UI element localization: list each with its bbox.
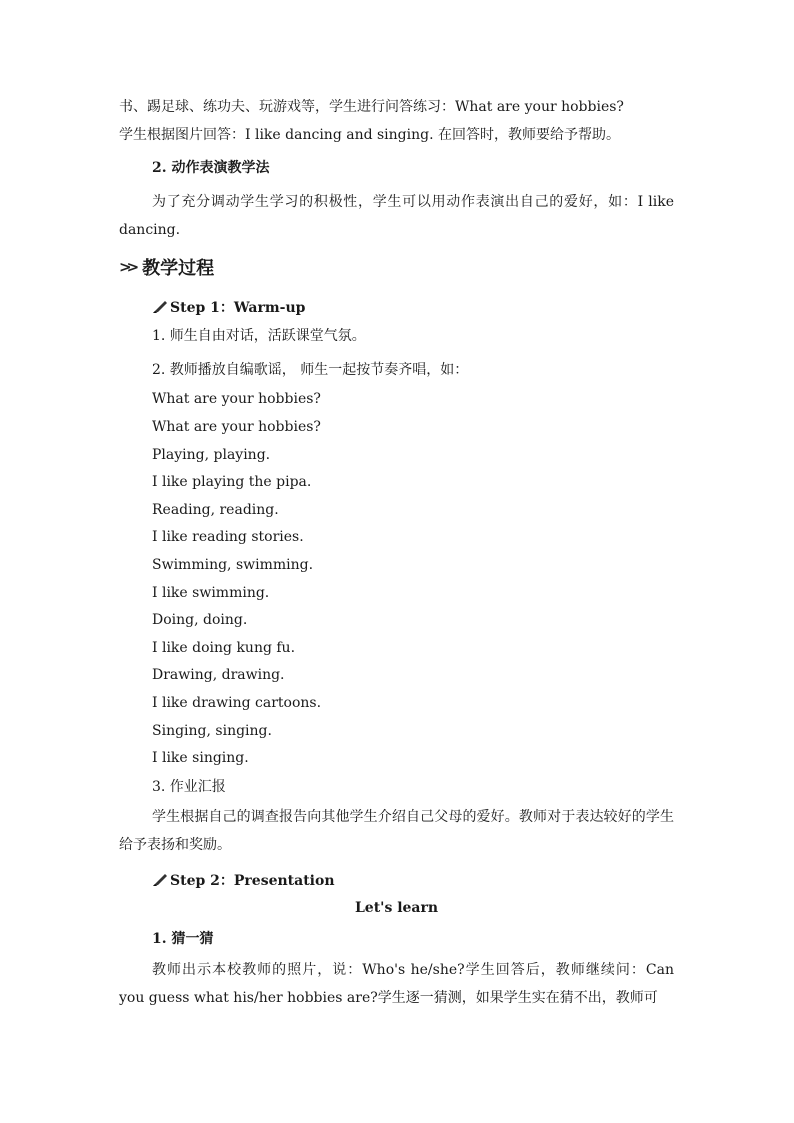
chant-line: I like drawing cartoons. (152, 695, 322, 711)
step1-item2: 2. 教师播放自编歌谣， 师生一起按节奏齐唱，如： (152, 362, 469, 378)
step1-title: Step 1：Warm-up (170, 300, 306, 316)
step1-item3: 3. 作业汇报 (152, 779, 226, 795)
chant-line: What are your hobbies? (152, 391, 321, 407)
section-title: 教学过程 (142, 258, 215, 279)
step2-heading (152, 870, 335, 890)
step1-item3-body: 学生根据自己的调查报告向其他学生介绍自己父母的爱好。教师对于表达较好的学生给予表扬和奖励。 (119, 809, 674, 853)
step1-heading (152, 297, 305, 317)
chant-line: I like playing the pipa. (152, 474, 312, 490)
chant-line: Playing, playing. (152, 447, 271, 463)
method2-body: 为了充分调动学生学习的积极性，学生可以用动作表演出自己的爱好，如：I like dancing. (119, 194, 674, 238)
step2-title: Step 2：Presentation (170, 873, 335, 889)
method2-title: 2. 动作表演教学法 (152, 160, 270, 176)
chant-line: Drawing, drawing. (152, 667, 285, 683)
step2-item1-body: 教师出示本校教师的照片，说：Who's he/she?学生回答后，教师继续问：Can you guess what his/her hobbies are?学生逐一猜测，如果学生实在猜不出，教师可 (119, 962, 674, 1006)
double-chevron-icon: >> (119, 258, 135, 276)
step2-item1: 1. 猜一猜 (152, 931, 214, 947)
pencil-icon (152, 873, 168, 887)
chant-line: I like singing. (152, 750, 249, 766)
chant-line: Doing, doing. (152, 612, 248, 628)
top-paragraph-line2: 学生根据图片回答：I like dancing and singing. 在回答时，教师要给予帮助。 (119, 127, 620, 143)
chant-line: Reading, reading. (152, 502, 279, 518)
section-heading (119, 253, 214, 281)
chant-line: I like reading stories. (152, 529, 304, 545)
chant-line: I like swimming. (152, 585, 270, 601)
step2-subtitle: Let's learn (354, 900, 439, 916)
chant-line: What are your hobbies? (152, 419, 321, 435)
chant-line: I like doing kung fu. (152, 640, 296, 656)
chant-line: Swimming, swimming. (152, 557, 314, 573)
pencil-icon (152, 300, 168, 314)
step1-item1: 1. 师生自由对话，活跃课堂气氛。 (152, 328, 366, 344)
top-paragraph-line1: 书、踢足球、练功夫、玩游戏等，学生进行问答练习：What are your hobbies? (119, 99, 624, 115)
chant-line: Singing, singing. (152, 723, 272, 739)
